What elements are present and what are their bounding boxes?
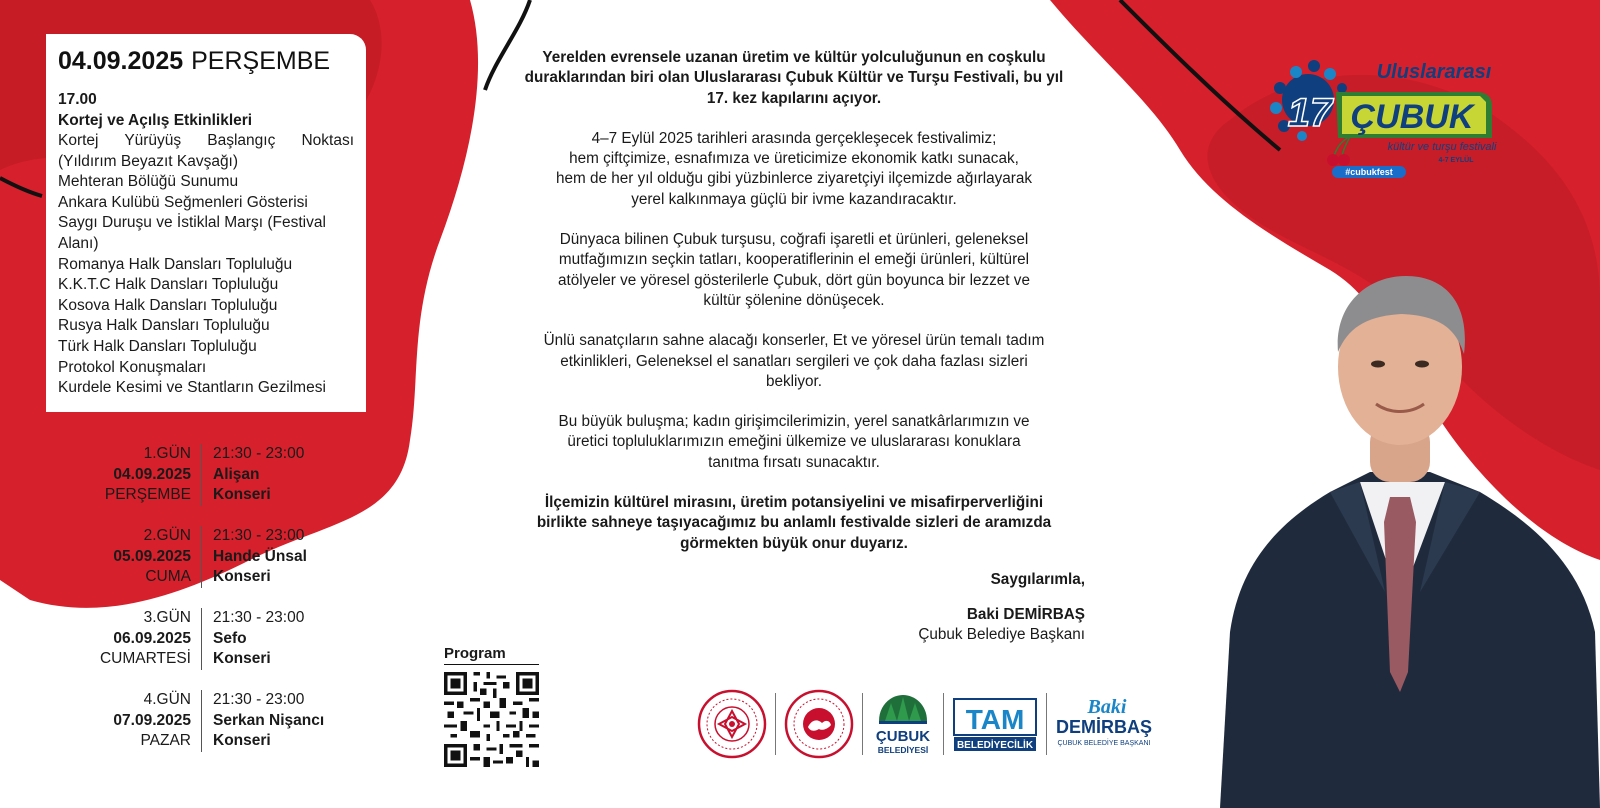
concert-time: 21:30 - 23:00 (213, 445, 305, 462)
letter-line: duraklarından biri olan Uluslararası Çubuk Kültür ve Turşu Festivali, bu yıl (524, 69, 1064, 87)
tam-belediyecilik-logo (952, 693, 1038, 755)
festival-logo-international: Uluslararası (1376, 61, 1492, 83)
logo-divider (1046, 693, 1047, 755)
program-item: Kortej Yürüyüş Başlangıç Noktası (58, 132, 354, 149)
festival-logo-hashtag: #cubukfest (1345, 167, 1393, 177)
letter-line: 17. kez kapılarını açıyor. (706, 89, 882, 107)
letter-line: mutfağımızın seçkin tatları, kooperatiflerinin el emeği ürünleri, kültürel (558, 251, 1030, 269)
concert-type: Konseri (213, 568, 271, 586)
program-item: Kosova Halk Dansları Topluluğu (58, 296, 278, 314)
tam-logo-sub: BELEDİYECİLİK (956, 740, 1034, 751)
letter-paragraph-2 (505, 129, 1083, 210)
letter-line: bekliyor. (765, 372, 823, 390)
concert-weekday: CUMA (145, 568, 191, 586)
concert-day-label: 4.GÜN (143, 691, 191, 708)
concert-schedule (80, 444, 324, 772)
program-day: PERŞEMBE (191, 47, 331, 75)
cubuk-municipality-logo (871, 689, 935, 759)
letter-line: Ünlü sanatçıların sahne alacağı konserler, Et ve yöresel ürün temalı tadım (543, 332, 1045, 350)
program-item: Romanya Halk Dansları Topluluğu (58, 255, 293, 273)
baki-logo-title: ÇUBUK BELEDİYE BAŞKANI (1057, 740, 1151, 747)
concert-date: 07.09.2025 (113, 711, 191, 729)
concert-time: 21:30 - 23:00 (213, 527, 305, 544)
cubuk-logo-name: ÇUBUK (875, 728, 931, 745)
letter-line: Bu büyük buluşma; kadın girişimcilerimizin, yerel sanatkârlarımızın ve (558, 413, 1030, 431)
concert-artist: Sefo (213, 629, 247, 647)
letter-line: 4–7 Eylül 2025 tarihleri arasında gerçekleşecek festivalimiz; (591, 129, 997, 147)
letter-line: yerel kalkınmaya güçlü bir ivme kazandıracaktır. (631, 190, 957, 208)
program-item: Protokol Konuşmaları (58, 358, 207, 376)
festival-logo-subtitle: kültür ve turşu festivali (1387, 141, 1497, 153)
letter-closing: Saygılarımla, (990, 571, 1085, 588)
letter-line: görmekten büyük onur duyarız. (680, 534, 908, 552)
program-item: Kurdele Kesimi ve Stantların Gezilmesi (58, 379, 326, 397)
program-item: Türk Halk Dansları Topluluğu (58, 337, 257, 355)
concert-date: 06.09.2025 (113, 629, 191, 647)
concert-day-label: 2.GÜN (143, 527, 191, 544)
concert-time: 21:30 - 23:00 (213, 609, 305, 626)
concert-day-label: 1.GÜN (143, 445, 191, 462)
program-time: 17.00 (58, 91, 97, 108)
letter-line: Dünyaca bilinen Çubuk turşusu, coğrafi işaretli et ürünleri, geleneksel (559, 231, 1029, 249)
baki-demirbas-logo (1055, 693, 1153, 755)
concert-day-label: 3.GÜN (143, 609, 191, 626)
logo-divider (862, 693, 863, 755)
concert-weekday: CUMARTESİ (99, 650, 191, 668)
eye-left (1371, 361, 1385, 368)
concert-row (80, 608, 324, 690)
letter-line: Yerelden evrensele uzanan üretim ve kültür yolculuğunun en coşkulu (542, 49, 1046, 66)
governorship-seal-icon (784, 689, 854, 759)
letter-line: tanıtma fırsatı sunacaktır. (708, 453, 880, 471)
concert-weekday: PERŞEMBE (104, 486, 191, 504)
festival-logo (1266, 52, 1516, 178)
concert-artist: Alişan (213, 465, 260, 483)
concert-time: 21:30 - 23:00 (213, 691, 305, 708)
concert-row (80, 444, 324, 526)
program-item: K.K.T.C Halk Dansları Topluluğu (58, 276, 279, 294)
concert-weekday: PAZAR (140, 732, 191, 750)
culture-ministry-seal-icon (697, 689, 767, 759)
logo-divider (943, 693, 944, 755)
program-item: Saygı Duruşu ve İstiklal Marşı (Festival (58, 214, 326, 232)
concert-row (80, 526, 324, 608)
program-item: Alanı) (58, 234, 99, 252)
qr-code-icon[interactable] (444, 672, 539, 767)
program-item: Mehteran Bölüğü Sunumu (58, 173, 239, 191)
program-date: 04.09.2025 (58, 47, 184, 75)
cubuk-logo-sub: BELEDİYESİ (877, 745, 929, 755)
letter-paragraph-5 (505, 412, 1083, 473)
program-date-title (58, 46, 354, 76)
concert-artist: Hande Ünsal (213, 547, 307, 565)
program-item: Rusya Halk Dansları Topluluğu (58, 317, 270, 335)
concert-type: Konseri (213, 732, 271, 750)
festival-logo-number: 17 (1287, 91, 1333, 135)
concert-date: 04.09.2025 (113, 465, 191, 483)
letter-line: üretici topluluklarımızın emeğini ülkemize ve uluslararası konuklara (567, 433, 1021, 451)
concert-type: Konseri (213, 486, 271, 504)
festival-logo-name: ÇUBUK (1350, 98, 1474, 136)
concert-artist: Serkan Nişancı (213, 711, 325, 729)
letter-line: İlçemizin kültürel mirasını, üretim potansiyelini ve misafirperverliğini (544, 494, 1044, 512)
concert-row (80, 690, 324, 772)
baki-logo-first: Baki (1087, 696, 1127, 718)
program-card (46, 34, 366, 412)
letter-line: hem de her yıl olduğu gibi yüzbinlerce ziyaretçiyi ilçemizde ağırlayarak (555, 170, 1033, 188)
cherry-icon (1327, 136, 1350, 166)
qr-label: Program (444, 645, 539, 665)
program-heading: Kortej ve Açılış Etkinlikleri (58, 111, 253, 129)
festival-logo-dates: 4-7 EYLÜL (1438, 157, 1474, 164)
concert-date: 05.09.2025 (113, 547, 191, 565)
letter-paragraph-6 (505, 493, 1083, 554)
letter-line: birlikte sahneye taşıyacağımız bu anlamlı festivalde sizleri de aramızda (536, 514, 1052, 532)
program-list (58, 131, 354, 399)
baki-logo-last: DEMİRBAŞ (1055, 717, 1153, 737)
logo-divider (775, 693, 776, 755)
mayor-portrait (1210, 272, 1600, 808)
eye-right (1415, 361, 1429, 368)
letter-signer: Baki DEMİRBAŞ (966, 606, 1085, 623)
letter-paragraph-4 (505, 331, 1083, 392)
letter-line: atölyeler ve yöresel gösterilerle Çubuk, dört gün boyunca bir lezzet ve (558, 271, 1030, 289)
partner-logos (697, 688, 1153, 760)
letter-line: etkinlikleri, Geleneksel el sanatları sergileri ve çok daha fazlası sizleri (560, 352, 1028, 370)
program-item: Ankara Kulübü Seğmenleri Gösterisi (58, 193, 308, 211)
letter-line: kültür şölenine dönüşecek. (703, 291, 885, 309)
letter-line: hem çiftçimize, esnafımıza ve üreticimize ekonomik katkı sunacak, (569, 150, 1019, 168)
program-item: (Yıldırım Beyazıt Kavşağı) (58, 152, 239, 170)
letter-paragraph-3 (505, 230, 1083, 311)
letter-paragraph-1 (505, 48, 1083, 109)
tam-logo-name: TAM (965, 704, 1025, 735)
concert-type: Konseri (213, 650, 271, 668)
mayor-letter (505, 48, 1083, 574)
letter-signer-title: Çubuk Belediye Başkanı (918, 626, 1085, 643)
